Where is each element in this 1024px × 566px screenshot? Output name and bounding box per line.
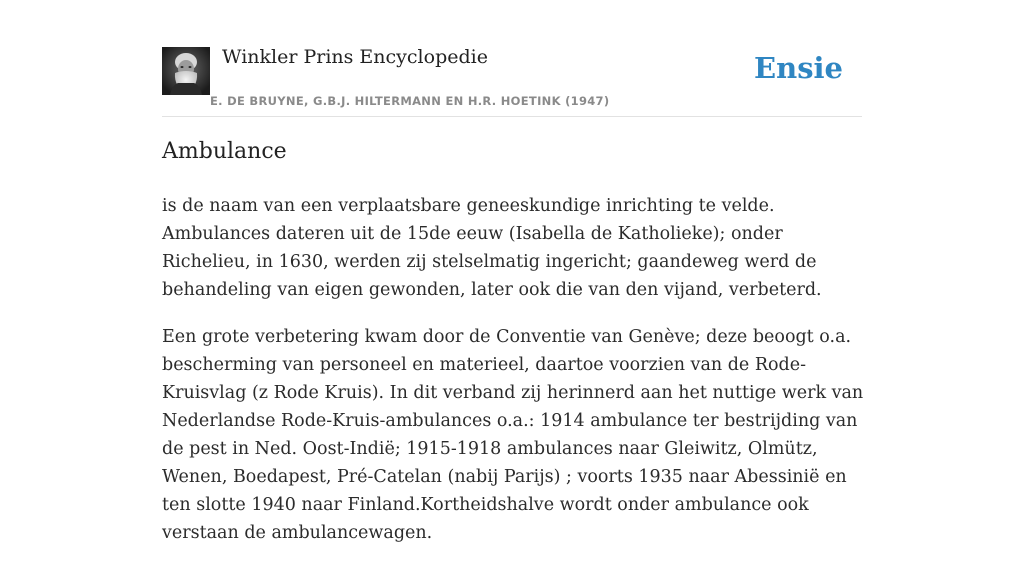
author-portrait-avatar (162, 47, 210, 95)
article-paragraph: is de naam van een verplaatsbare geneeskundige inrichting te velde. Ambulances dateren uit de 15de eeuw (Isabella de Katholieke); onder Richelieu, in 1630, werden zij stelselmatig ingericht; gaandeweg werd de behandeling van eigen gewonden, later ook die van den vijand, verbeterd. (162, 196, 822, 300)
page-header (162, 0, 862, 117)
site-title[interactable]: Winkler Prins Encyclopedie (222, 46, 488, 68)
article-paragraph: Een grote verbetering kwam door de Conventie van Genève; deze beoogt o.a. bescherming van personeel en materieel, daartoe voorzien van de Rode-Kruisvlag (z Rode Kruis). In dit verband zij herinnerd aan het nuttige werk van Nederlandse Rode-Kruis-ambulances o.a.: 1914 ambulance ter bestrijding van de pest in Ned. Oost-Indië; 1915-1918 ambulances naar Gleiwitz, Olmütz, Wenen, Boedapest, Pré-Catelan (nabij Parijs) ; voorts 1935 naar Abessinië en ten slotte 1940 naar Finland.Kortheidshalve wordt onder ambulance ook verstaan de ambulancewagen. (162, 327, 864, 543)
portrait-image (162, 47, 210, 95)
authors-byline: E. DE BRUYNE, G.B.J. HILTERMANN EN H.R. HOETINK (1947) (210, 94, 610, 108)
brand-logo[interactable]: Ensie (754, 51, 843, 85)
article-title: Ambulance (162, 139, 287, 164)
article-body (162, 192, 864, 566)
